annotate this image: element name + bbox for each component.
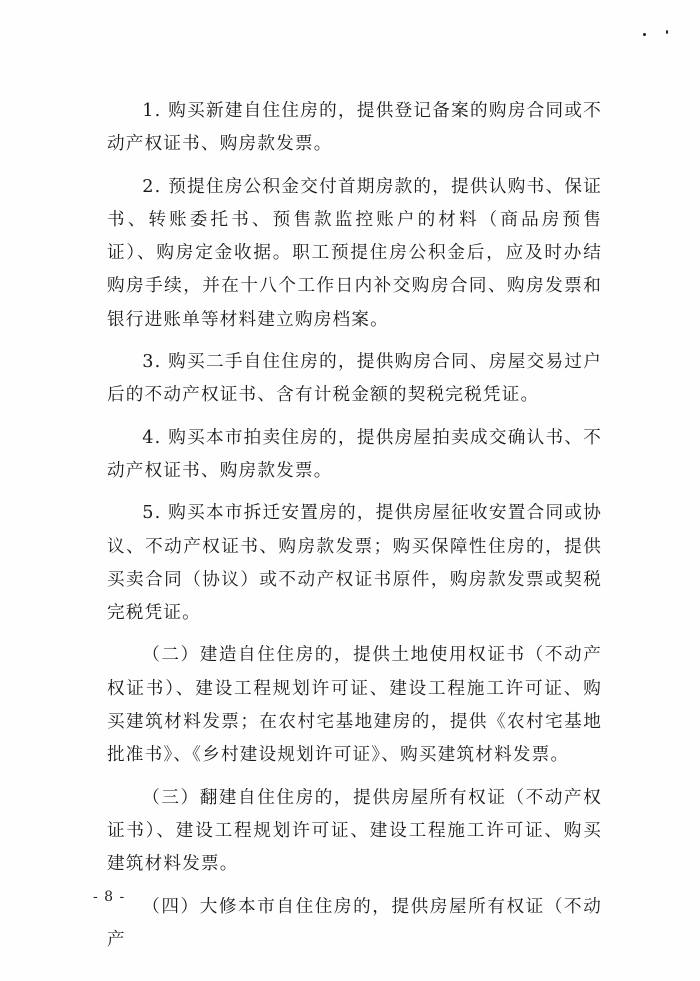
paragraph-item-3: 3. 购买二手自住住房的，提供购房合同、房屋交易过户后的不动产权证书、含有计税金额的契税完税凭证。 <box>107 352 602 406</box>
scan-speck <box>666 30 668 34</box>
page-number: - 8 - <box>93 889 126 905</box>
paragraph-item-4: 4. 购买本市拍卖住房的，提供房屋拍卖成交确认书、不动产权证书、购房款发票。 <box>107 427 602 481</box>
scan-speck <box>643 33 646 36</box>
paragraph-section-3: （三）翻建自住住房的，提供房屋所有权证（不动产权证书）、建设工程规划许可证、建设工程施工许可证、购买建筑材料发票。 <box>107 787 602 875</box>
paragraph-item-5: 5. 购买本市拆迁安置房的，提供房屋征收安置合同或协议、不动产权证书、购房款发票；购买保障性住房的，提供买卖合同（协议）或不动产权证书原件，购房款发票或契税完税凭证。 <box>107 503 602 624</box>
paragraph-item-1: 1. 购买新建自住住房的，提供登记备案的购房合同或不动产权证书、购房款发票。 <box>107 101 602 155</box>
paragraph-item-2: 2. 预提住房公积金交付首期房款的，提供认购书、保证书、转账委托书、预售款监控账户的材料（商品房预售证）、购房定金收据。职工预提住房公积金后，应及时办结购房手续，并在十八个工作日内补交购房合同、购房发票和银行进账单等材料建立购房档案。 <box>107 176 602 330</box>
paragraph-section-4: （四）大修本市自住住房的，提供房屋所有权证（不动产 <box>107 896 602 950</box>
paragraph-section-2: （二）建造自住住房的，提供土地使用权证书（不动产权证书）、建设工程规划许可证、建设工程施工许可证、购买建筑材料发票；在农村宅基地建房的，提供《农村宅基地批准书》、《乡村建设规划许可证》、购买建筑材料发票。 <box>107 645 602 766</box>
document-body <box>107 95 602 966</box>
